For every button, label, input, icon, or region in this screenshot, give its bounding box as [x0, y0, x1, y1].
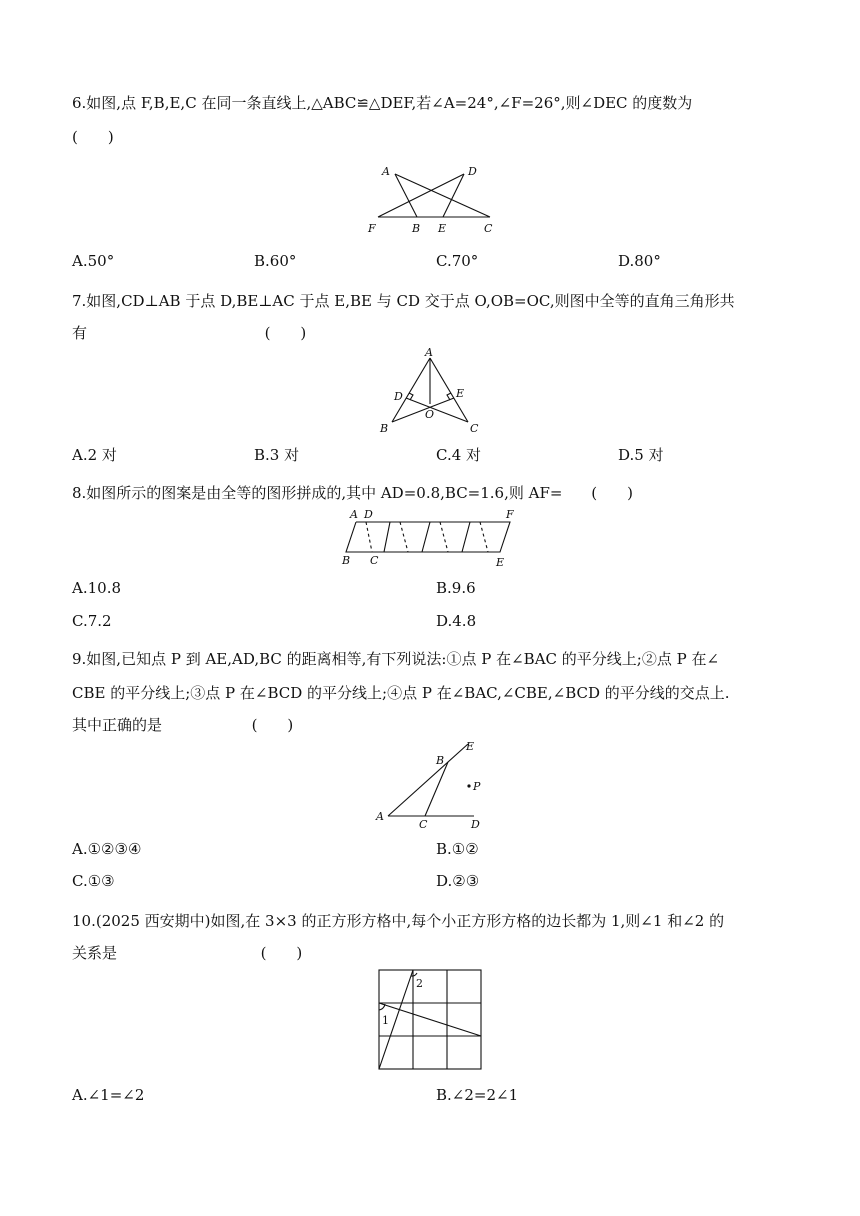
label-f: F: [506, 508, 514, 521]
question-9-figure: [370, 736, 500, 830]
angle-1-label: 1: [382, 1014, 389, 1027]
q6-option-d[interactable]: D.80°: [618, 252, 661, 270]
q9-option-a[interactable]: A.①②③④: [72, 840, 142, 858]
question-7-stem-cont: 有: [72, 324, 88, 342]
inner-segment-5: [462, 522, 470, 552]
question-10-stem-cont: 关系是: [72, 944, 118, 962]
question-10-line2: [72, 936, 792, 970]
question-6-figure: [360, 160, 510, 238]
label-c: C: [419, 818, 428, 830]
label-e: E: [496, 556, 505, 569]
inner-segment-1: [384, 522, 390, 552]
label-a: A: [382, 165, 390, 178]
ray-ae: [388, 744, 468, 816]
q10-option-b[interactable]: B.∠2=2∠1: [436, 1086, 519, 1104]
label-a: A: [425, 346, 433, 359]
label-d: D: [394, 390, 403, 403]
question-9-line2: [72, 676, 792, 710]
question-9-paren: ( ): [251, 716, 294, 734]
dashed-segment-dc: [366, 522, 372, 552]
label-d: D: [471, 818, 480, 830]
q10-option-a[interactable]: A.∠1=∠2: [72, 1086, 145, 1104]
question-10-paren: ( ): [260, 944, 303, 962]
q9-option-c[interactable]: C.①③: [72, 872, 115, 890]
question-6-text: [72, 86, 792, 120]
question-7-paren: ( ): [264, 324, 307, 342]
question-8-stem: 8.如图所示的图案是由全等的图形拼成的,其中 AD=0.8,BC=1.6,则 AF=: [72, 484, 563, 502]
q9-option-d[interactable]: D.②③: [436, 872, 480, 890]
dashed-segment-4: [440, 522, 448, 552]
question-9-stem-cont2: 其中正确的是: [72, 716, 163, 734]
question-9-stem-cont: CBE 的平分线上;③点 P 在∠BCD 的平分线上;④点 P 在∠BAC,∠CBE,∠BCD 的平分线的交点上.: [72, 684, 730, 702]
dashed-segment-6: [480, 522, 488, 552]
label-f: F: [368, 222, 376, 235]
q8-option-d[interactable]: D.4.8: [436, 612, 477, 630]
q8-option-c[interactable]: C.7.2: [72, 612, 112, 630]
segment-de: [443, 174, 464, 217]
inner-segment-3: [422, 522, 430, 552]
q7-option-b[interactable]: B.3 对: [254, 446, 300, 464]
label-e: E: [456, 387, 465, 400]
label-b: B: [380, 422, 389, 435]
q9-option-b[interactable]: B.①②: [436, 840, 479, 858]
label-b: B: [342, 554, 351, 567]
question-10-text: [72, 904, 792, 938]
label-a: A: [376, 810, 384, 823]
label-e: E: [466, 740, 475, 753]
question-6-stem: 6.如图,点 F,B,E,C 在同一条直线上,△ABC≌△DEF,若∠A=24°,∠F=26°,则∠DEC 的度数为: [72, 94, 693, 112]
segment-df: [378, 174, 464, 217]
label-o: O: [425, 408, 435, 421]
q7-option-d[interactable]: D.5 对: [618, 446, 664, 464]
line-to-angle-1: [379, 1003, 481, 1036]
q6-option-b[interactable]: B.60°: [254, 252, 297, 270]
dashed-segment-2: [400, 522, 408, 552]
label-p: P: [473, 780, 481, 793]
q6-option-a[interactable]: A.50°: [72, 252, 115, 270]
label-c: C: [370, 554, 379, 567]
question-8-paren: ( ): [591, 484, 633, 502]
label-a: A: [350, 508, 358, 521]
label-e: E: [438, 222, 447, 235]
segment-ac: [395, 174, 490, 217]
q6-option-c[interactable]: C.70°: [436, 252, 479, 270]
question-10-grid-figure: [374, 966, 486, 1074]
point-p: [467, 784, 470, 787]
segment-dc: [406, 398, 468, 422]
question-9-stem: 9.如图,已知点 P 到 AE,AD,BC 的距离相等,有下列说法:①点 P 在∠BAC 的平分线上;②点 P 在∠: [72, 650, 720, 668]
question-8-text: [72, 476, 792, 510]
label-b: B: [436, 754, 445, 767]
q8-option-b[interactable]: B.9.6: [436, 579, 476, 597]
angle-2-label: 2: [416, 977, 423, 990]
question-10-stem: 10.(2025 西安期中)如图,在 3×3 的正方形方格中,每个小正方形方格的边长都为 1,则∠1 和∠2 的: [72, 912, 725, 930]
label-c: C: [484, 222, 493, 235]
question-6-paren: ( ): [72, 128, 114, 146]
label-d: D: [468, 165, 477, 178]
q7-option-a[interactable]: A.2 对: [72, 446, 117, 464]
question-7-stem: 7.如图,CD⊥AB 于点 D,BE⊥AC 于点 E,BE 与 CD 交于点 O,OB=OC,则图中全等的直角三角形共: [72, 292, 735, 310]
question-7-text: [72, 284, 792, 318]
segment-ab: [395, 174, 417, 217]
label-c: C: [470, 422, 479, 435]
q7-option-c[interactable]: C.4 对: [436, 446, 482, 464]
question-6-answer-blank: [72, 120, 792, 154]
segment-bc: [425, 762, 448, 816]
question-9-text: [72, 642, 792, 676]
q8-option-a[interactable]: A.10.8: [72, 579, 121, 597]
question-8-figure: [338, 506, 522, 570]
question-7-figure: [370, 344, 490, 436]
label-b: B: [412, 222, 421, 235]
label-d: D: [364, 508, 373, 521]
